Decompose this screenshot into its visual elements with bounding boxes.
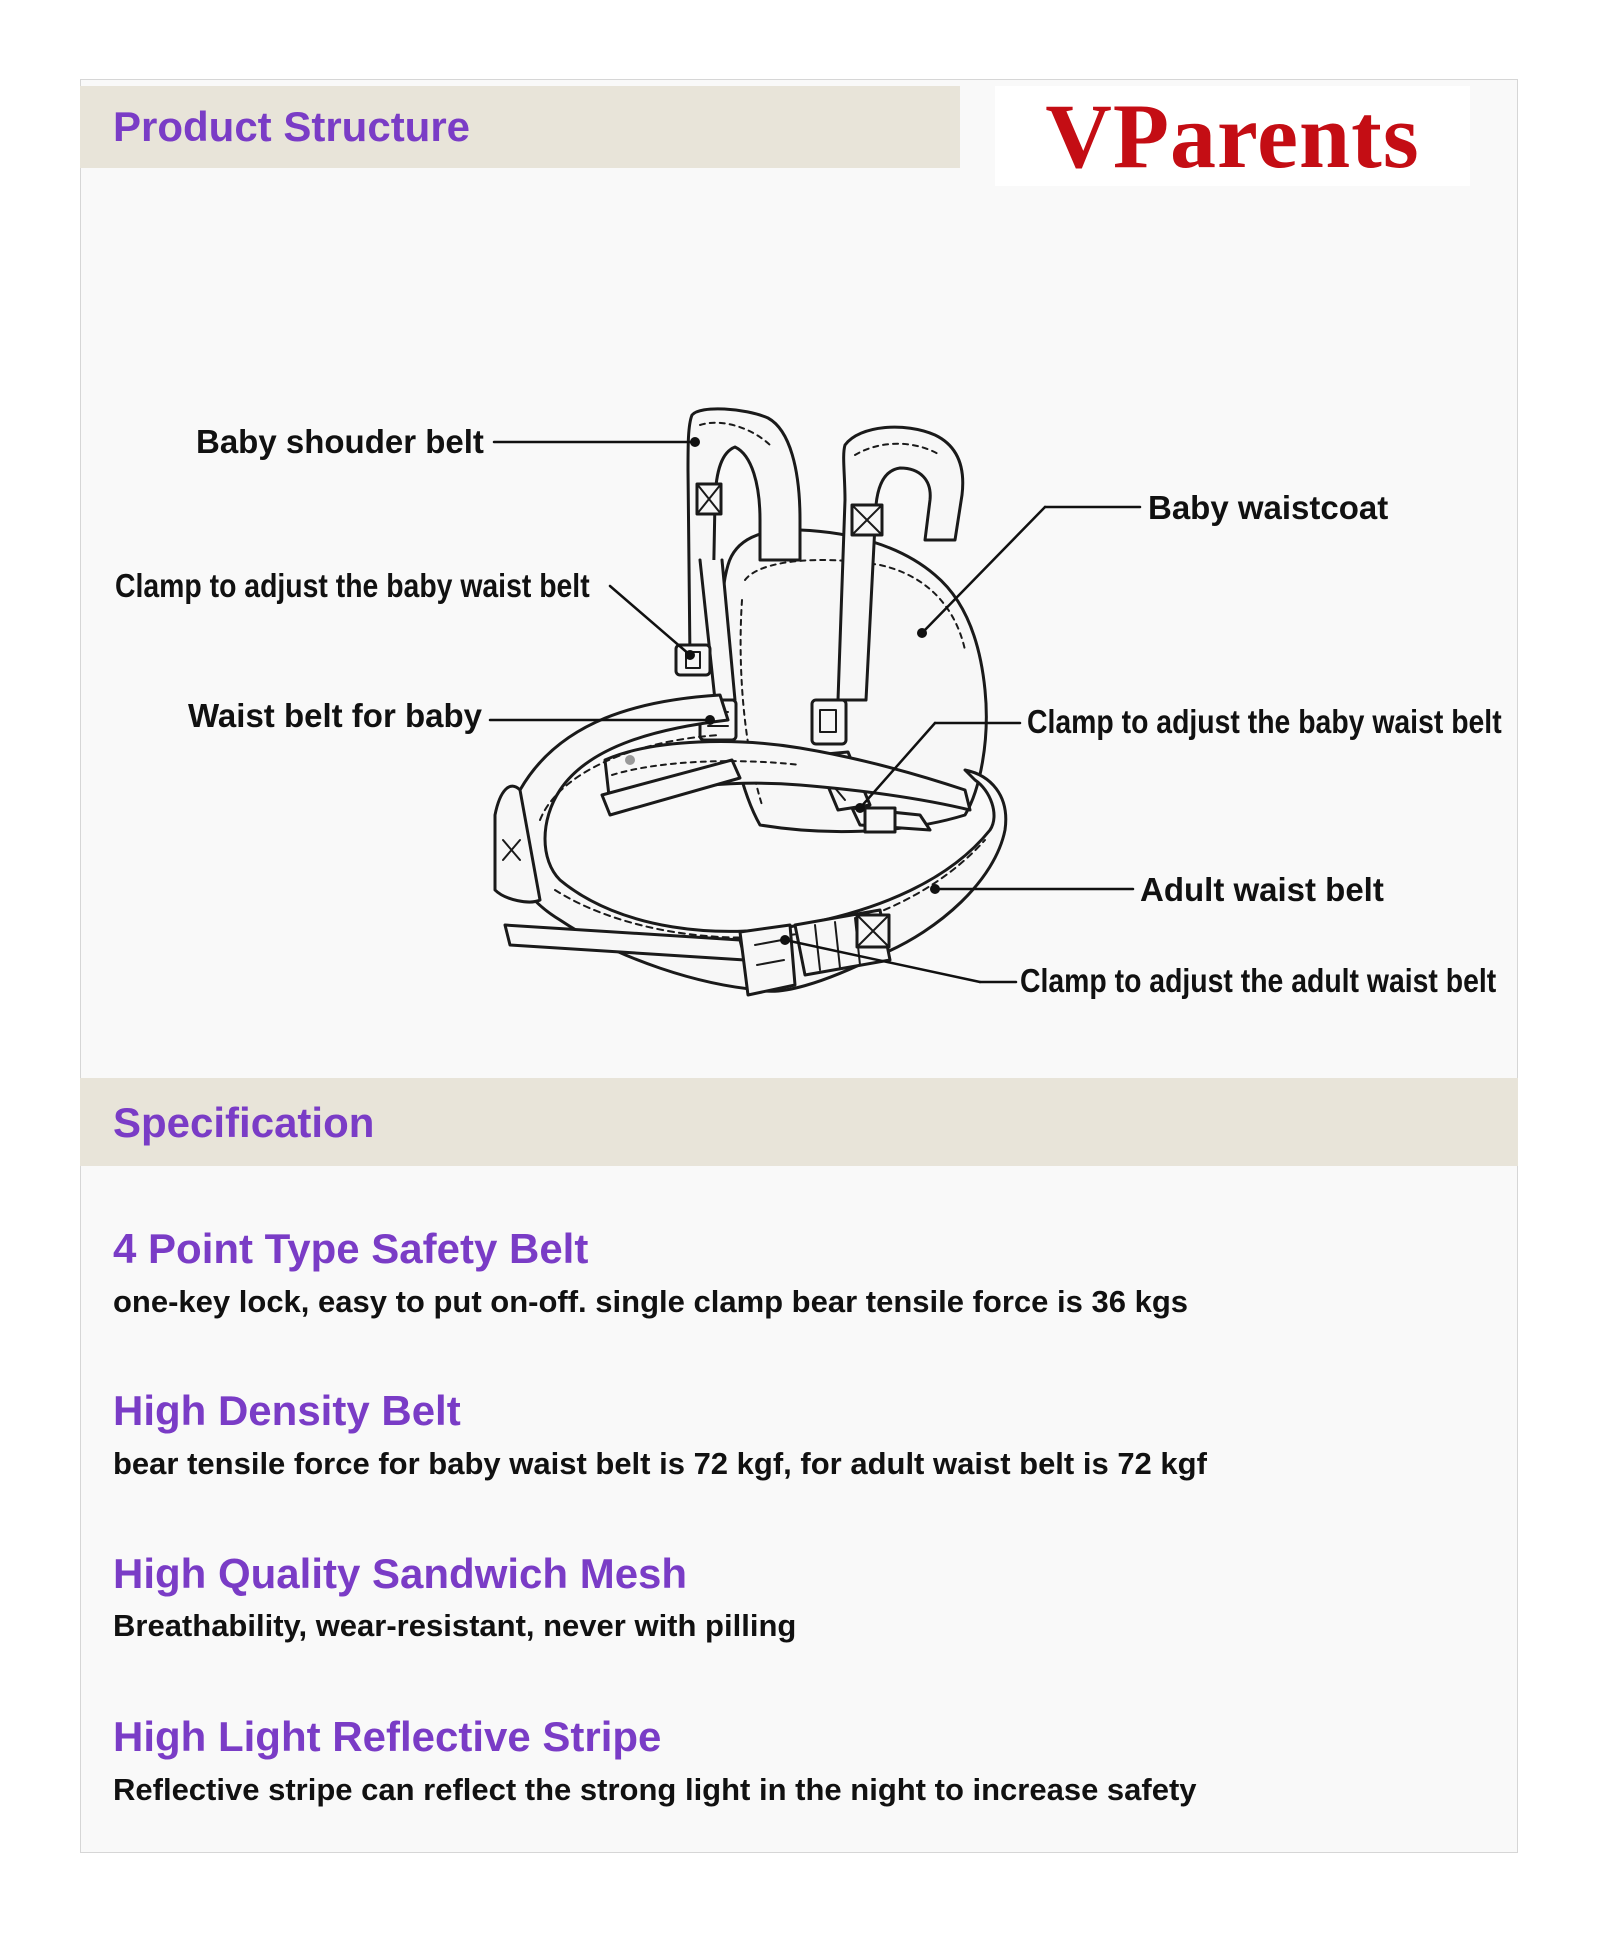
harness-diagram — [80, 168, 1518, 1068]
spec-heading: High Density Belt — [113, 1387, 461, 1434]
label-baby-waistcoat: Baby waistcoat — [1148, 489, 1389, 526]
spec-description: Breathability, wear-resistant, never with pilling — [113, 1608, 797, 1643]
spec-heading: High Light Reflective Stripe — [113, 1713, 662, 1760]
spec-heading: 4 Point Type Safety Belt — [113, 1225, 589, 1272]
label-clamp-baby-waist-belt-right: Clamp to adjust the baby waist belt — [1027, 703, 1502, 740]
label-clamp-baby-waist-belt-left: Clamp to adjust the baby waist belt — [115, 567, 590, 604]
spec-description: bear tensile force for baby waist belt is 72 kgf, for adult waist belt is 72 kgf — [113, 1446, 1207, 1481]
brand-name: VParents — [1045, 85, 1420, 187]
harness-illustration — [80, 168, 1518, 1068]
label-waist-belt-for-baby: Waist belt for baby — [188, 697, 482, 734]
product-structure-title: Product Structure — [113, 103, 471, 150]
label-clamp-adult-waist-belt: Clamp to adjust the adult waist belt — [1020, 962, 1497, 999]
spec-description: Reflective stripe can reflect the strong light in the night to increase safety — [113, 1772, 1197, 1807]
label-adult-waist-belt: Adult waist belt — [1140, 871, 1384, 908]
spec-heading: High Quality Sandwich Mesh — [113, 1550, 688, 1597]
spec-description: one-key lock, easy to put on-off. single clamp bear tensile force is 36 kgs — [113, 1284, 1188, 1319]
label-baby-shoulder-belt: Baby shouder belt — [196, 423, 484, 460]
specification-title: Specification — [113, 1099, 375, 1146]
